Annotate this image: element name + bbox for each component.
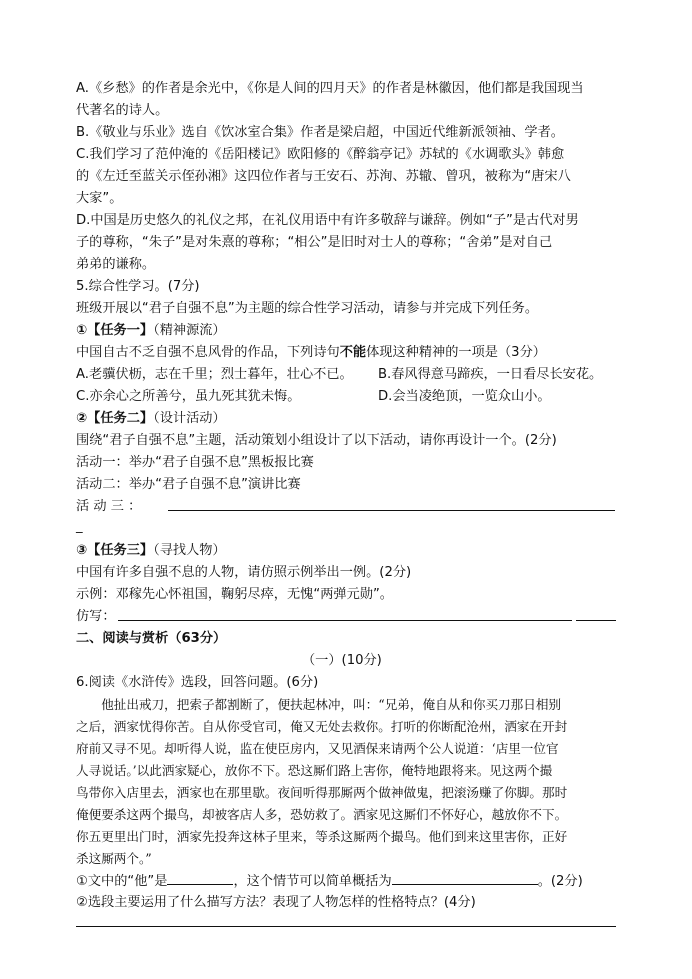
- passage-line-5: 鸟带你入店里去，洒家也在那里歇。夜间听得那厮两个做神做鬼，把滚汤赚了你脚。那时: [76, 785, 568, 800]
- task-2-subtitle: （设计活动）: [153, 411, 226, 426]
- option-c-line-3: 大家”。: [76, 191, 123, 206]
- passage-line-6: 俺便要杀这两个撮鸟，却被客店人多，恐妨救了。洒家见这厮们不怀好心，越放你不下。: [76, 807, 568, 822]
- task-1-label: ①【任务一】: [76, 323, 154, 338]
- option-d-line-2: 子的尊称，“朱子”是对朱熹的尊称；“相公”是旧时对士人的尊称；“舍弟”是对自己: [76, 235, 553, 250]
- task-2-label: ②【任务二】: [76, 411, 154, 426]
- option-a-line-1: A.《乡愁》的作者是余光中，《你是人间的四月天》的作者是林徽因，他们都是我国现当: [76, 81, 584, 96]
- part-1-title: （一）(10分): [302, 653, 382, 668]
- emphasis-not: 不能: [339, 345, 367, 360]
- answer-blank-who[interactable]: [167, 870, 233, 885]
- question-6-title: 6.阅读《水浒传》选段，回答问题。(6分): [76, 675, 319, 690]
- imitate-answer-blank-tail[interactable]: [576, 620, 616, 621]
- example-line: 示例：邓稼先心怀祖国，鞠躬尽瘁，无愧“两弹元勋”。: [76, 587, 393, 602]
- choice-a: A.老骥伏枥，志在千里；烈士暮年，壮心不已。: [76, 367, 353, 382]
- task-3-subtitle: （寻找人物）: [153, 543, 226, 558]
- activity-1: 活动一：举办“君子自强不息”黑板报比赛: [76, 455, 314, 470]
- subquestion-1: ①文中的“他”是 ，这个情节可以简单概括为 。(2分): [76, 870, 583, 893]
- choice-b: B.春风得意马蹄疾，一日看尽长安花。: [378, 367, 603, 382]
- choice-d: D.会当凌绝顶，一览众山小。: [378, 389, 551, 404]
- section-2-title: 二、阅读与赏析（63分）: [76, 631, 227, 646]
- task-2-question: 围绕“君子自强不息”主题，活动策划小组设计了以下活动，请你再设计一个。(2分): [76, 433, 557, 448]
- passage-line-3: 府前又寻不见。却听得人说，监在使臣房内，又见酒保来请两个公人说道：‘店里一位官: [76, 741, 559, 756]
- passage-line-1: 他扯出戒刀，把索子都割断了，便扶起林冲，叫：“兄弟，俺自从和你买刀那日相别: [76, 697, 562, 712]
- subquestion-2-answer-line[interactable]: [76, 926, 616, 927]
- question-5-title: 5.综合性学习。(7分): [76, 279, 200, 294]
- task-3-question: 中国有许多自强不息的人物，请仿照示例举出一例。(2分): [76, 565, 412, 580]
- option-b-line-1: B.《敬业与乐业》选自《饮冰室合集》作者是梁启超，中国近代维新派领袖、学者。: [76, 125, 564, 140]
- task-1-question: 中国自古不乏自强不息风骨的作品，下列诗句不能体现这种精神的一项是（3分）: [76, 345, 546, 360]
- option-d-line-1: D.中国是历史悠久的礼仪之邦，在礼仪用语中有许多敬辞与谦辞。例如“子”是古代对男: [76, 213, 579, 228]
- activity-3-line: [76, 496, 141, 518]
- activity-3-text: 活 动 三 ：: [76, 499, 142, 514]
- option-d-line-3: 弟弟的谦称。: [76, 257, 156, 272]
- stray-underscore: _: [76, 519, 83, 534]
- activity-2: 活动二：举办“君子自强不息”演讲比赛: [76, 477, 301, 492]
- task-1-heading: [76, 320, 226, 342]
- answer-blank-summary[interactable]: [392, 870, 538, 885]
- passage-line-4: 人寻说话。’以此洒家疑心，放你不下。恐这厮们路上害你，俺特地跟将来。见这两个撮: [76, 763, 553, 778]
- task-3-label: ③【任务三】: [76, 543, 154, 558]
- option-c-line-2: 的《左迁至蓝关示侄孙湘》这四位作者与王安石、苏洵、苏辙、曾巩，被称为“唐宋八: [76, 169, 571, 184]
- option-a-line-2: 代著名的诗人。: [76, 103, 169, 118]
- task-3-heading: [76, 540, 226, 562]
- passage-line-8: 杀这厮两个。”: [76, 851, 152, 866]
- task-2-heading: [76, 408, 226, 430]
- passage-line-7: 你五更里出门时，洒家先投奔这林子里来，等杀这厮两个撮鸟。他们到来这里害你，正好: [76, 829, 568, 844]
- option-c-line-1: C.我们学习了范仲淹的《岳阳楼记》欧阳修的《醉翁亭记》苏轼的《水调歌头》韩愈: [76, 147, 565, 162]
- question-5-intro: 班级开展以“君子自强不息”为主题的综合性学习活动，请参与并完成下列任务。: [76, 301, 539, 316]
- task-1-subtitle: （精神源流）: [153, 323, 226, 338]
- imitate-answer-blank[interactable]: [118, 620, 572, 621]
- activity-3-answer-blank[interactable]: [168, 510, 615, 511]
- subquestion-2: ②选段主要运用了什么描写方法？表现了人物怎样的性格特点？(4分): [76, 895, 476, 910]
- passage-line-2: 之后，洒家忧得你苦。自从你受官司，俺又无处去救你。打听的你断配沧州，洒家在开封: [76, 719, 568, 734]
- choice-c: C.亦余心之所善兮，虽九死其犹未悔。: [76, 389, 301, 404]
- imitate-label: 仿写：: [76, 609, 116, 624]
